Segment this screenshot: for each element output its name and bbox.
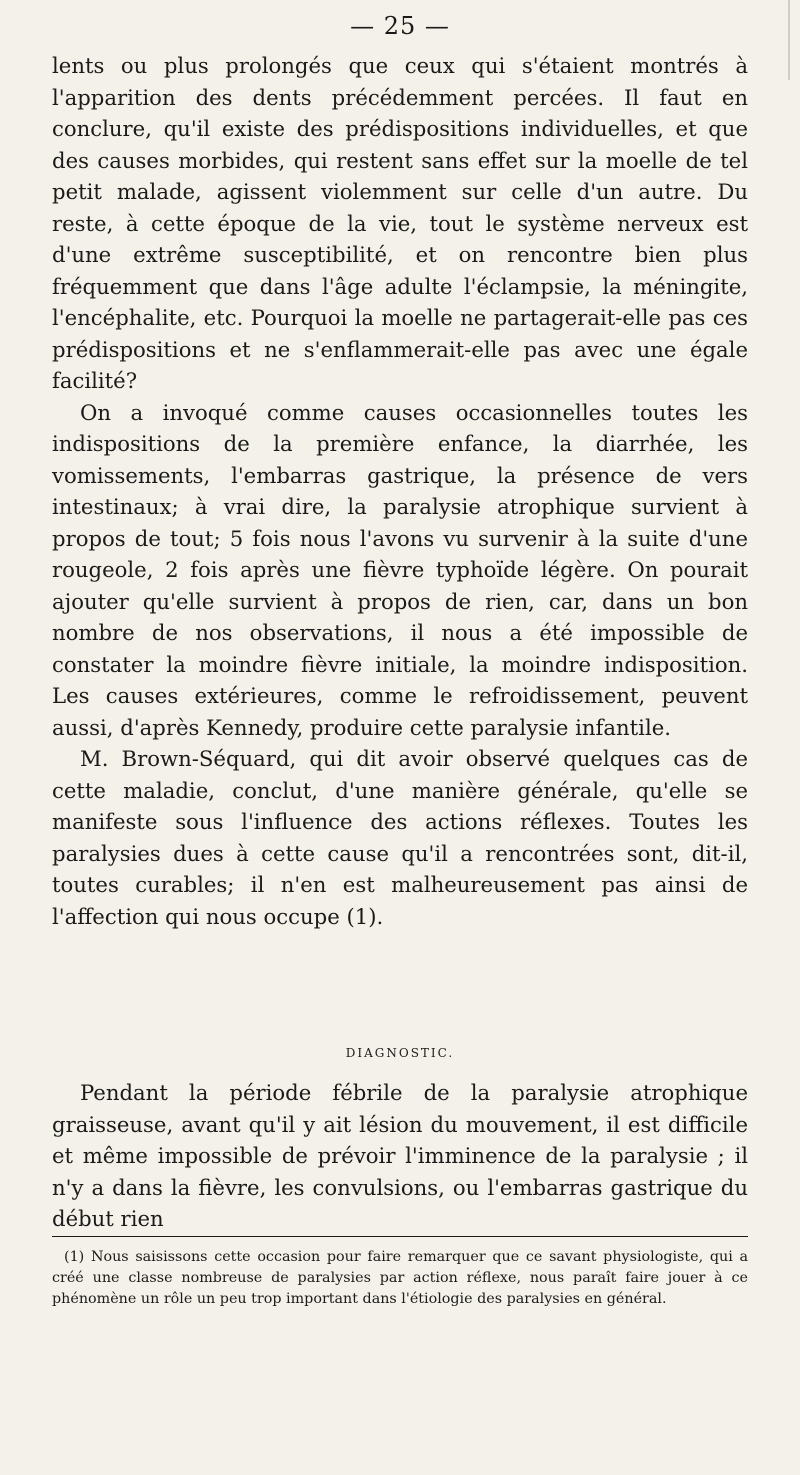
paragraph-causes: On a invoqué comme causes occasionnelles toutes les indispositions de la première enfance, la diarrhée, les vomissements, l'embarras gastrique, la présence de vers intestinaux; à vrai dire, la paralysie atrophique survient à propos de tout; 5 fois nous l'avons vu survenir à la suite d'une rougeole, 2 fois après une fièvre typhoïde légère. On pourait ajouter qu'elle survient à propos de rien, car, dans un bon nombre de nos observations, il nous a été impossible de constater la moindre fièvre initiale, la moindre indisposition. Les causes extérieures, comme le refroidissement, peuvent aussi, d'après Kennedy, produire cette paralysie infantile. xyxy=(52,399,748,740)
diagnostic-text xyxy=(52,1077,748,1235)
section-title: DIAGNOSTIC. xyxy=(345,1046,455,1060)
paragraph-continuation: lents ou plus prolongés que ceux qui s'étaient montrés à l'apparition des dents précédemment percées. Il faut en conclure, qu'il existe des prédispositions individuelles, et que des causes morbides, qui restent sans effet sur la moelle de tel petit malade, agissent violemment sur celle d'un autre. Du reste, à cette époque de la vie, tout le système nerveux est d'une extrême susceptibilité, et on rencontre bien plus fréquemment que dans l'âge adulte l'éclampsie, la méningite, l'encéphalite, etc. Pourquoi la moelle ne partagerait-elle pas ces prédispositions et ne s'enflammerait-elle pas avec une égale facilité? xyxy=(52,53,748,393)
footnote-text: (1) Nous saisissons cette occasion pour faire remarquer que ce savant physiologiste, qui a créé une classe nombreuse de paralysies par action réflexe, nous paraît faire jouer à ce phénomène un rôle un peu trop important dans l'étiologie des paralysies en général. xyxy=(52,1249,748,1308)
main-text xyxy=(52,50,748,932)
paragraph-diagnostic: Pendant la période fébrile de la paralysie atrophique graisseuse, avant qu'il y ait lésion du mouvement, il est difficile et même impossible de prévoir l'imminence de la paralysie ; il n'y a dans la fièvre, les convulsions, ou l'embarras gastrique du début rien xyxy=(52,1080,748,1231)
footnote xyxy=(52,1247,748,1311)
page-number: — 25 — xyxy=(350,12,450,40)
paragraph-brown-sequard: M. Brown-Séquard, qui dit avoir observé quelques cas de cette maladie, conclut, d'une manière générale, qu'elle se manifeste sous l'influence des actions réflexes. Toutes les paralysies dues à cette cause qu'il a rencontrées sont, dit-il, toutes curables; il n'en est malheureusement pas ainsi de l'affection qui nous occupe (1). xyxy=(52,746,748,929)
footnote-divider xyxy=(52,1236,748,1237)
